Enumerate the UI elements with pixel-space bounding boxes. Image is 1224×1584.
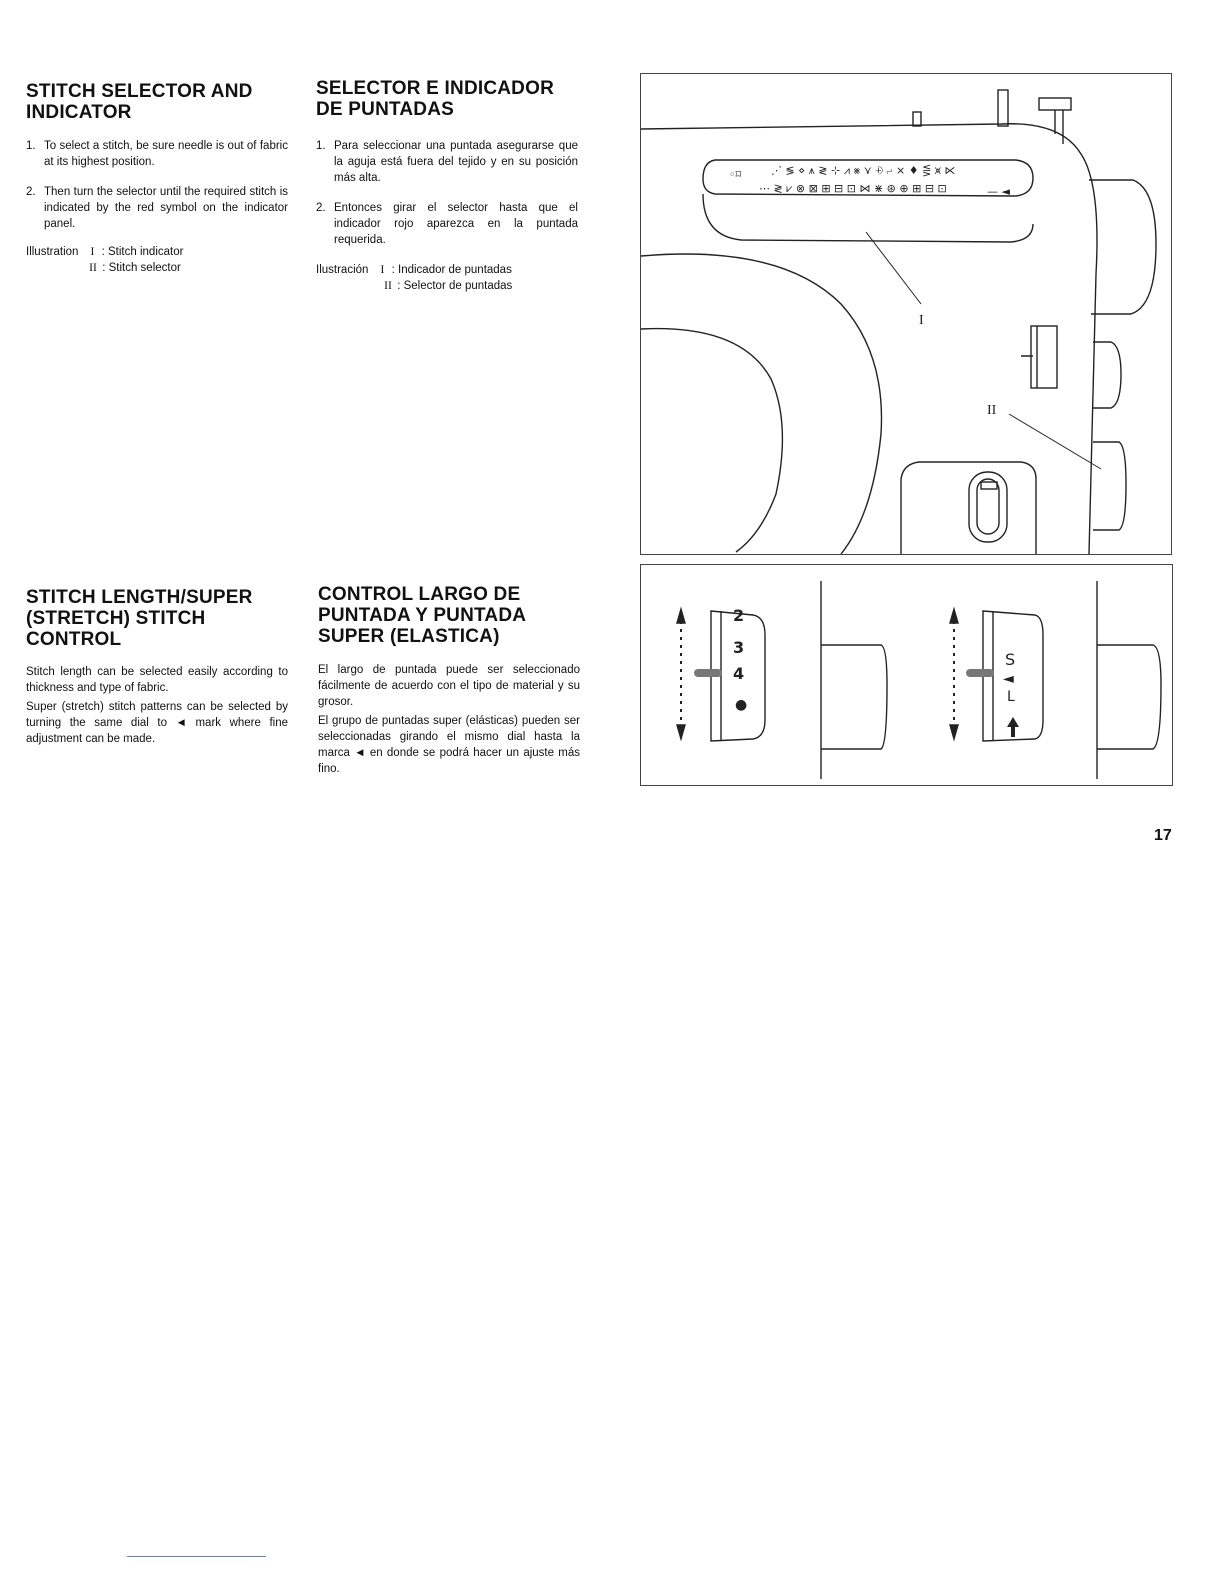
- step-number: 2.: [26, 186, 36, 198]
- down-arrow-icon: [950, 725, 958, 739]
- title-line: CONTROL LARGO DE: [318, 584, 521, 605]
- up-arrow-icon: [677, 609, 685, 623]
- step-item: [26, 138, 288, 170]
- hand-wheel-icon: [1089, 180, 1156, 314]
- title-line: STITCH SELECTOR AND: [26, 81, 253, 102]
- en-section2-title: [26, 587, 288, 650]
- es-section2-paragraph: El grupo de puntadas super (elásticas) pueden ser seleccionadas girando el mismo dial hasta la marca ◄ en donde se podrá hacer un ajuste más fino.: [318, 715, 580, 775]
- title-line: SUPER (ELASTICA): [318, 626, 500, 647]
- step-item: [316, 200, 578, 248]
- step-text: Entonces girar el selector hasta que el indicador rojo aparezca en la puntada requerida.: [334, 202, 578, 246]
- step-number: 1.: [26, 140, 36, 152]
- en-section2-paragraph: Stitch length can be selected easily according to thickness and type of fabric.: [26, 666, 288, 694]
- legend-text: Indicador de puntadas: [398, 264, 512, 276]
- en-section1-steps: [26, 138, 288, 232]
- legend-text: Stitch indicator: [108, 246, 184, 258]
- legend-key: I: [90, 246, 95, 258]
- legend-label: Illustration: [26, 246, 79, 258]
- hand-wheel-icon: [1097, 645, 1161, 749]
- en-illustration-legend: Illustration I : Stitch indicator II : Stitch selector: [26, 246, 184, 274]
- title-line: DE PUNTADAS: [316, 99, 455, 120]
- dial-mark: ◄: [1003, 671, 1014, 687]
- dial-pointer-icon: [694, 669, 722, 677]
- page-number: 17: [1154, 827, 1172, 844]
- dial-mark: S: [1005, 650, 1016, 669]
- dial-mark: 2: [733, 606, 745, 625]
- stitch-length-dial-icon: [1093, 342, 1121, 408]
- legend-text: Selector de puntadas: [403, 280, 513, 292]
- en-section2-paragraph: Super (stretch) stitch patterns can be selected by turning the same dial to ◄ mark where fine adjustment can be made.: [26, 701, 288, 745]
- title-line: SELECTOR E INDICADOR: [316, 78, 555, 99]
- step-text: To select a stitch, be sure needle is out of fabric at its highest position.: [44, 140, 288, 168]
- dial-mark: 3: [733, 638, 745, 657]
- stitch-symbol-icon: ◦⌑: [729, 168, 742, 181]
- handle-icon: [1039, 98, 1071, 110]
- title-line: STITCH LENGTH/SUPER: [26, 587, 253, 608]
- machine-illustration: [640, 73, 1172, 555]
- title-line: CONTROL: [26, 629, 122, 650]
- top-spool-pin-icon: [913, 112, 921, 126]
- step-text: Para seleccionar una puntada asegurarse que la aguja está fuera del tejido y en su posición más alta.: [334, 140, 578, 184]
- dial-mark: 4: [733, 664, 745, 683]
- step-number: 2.: [316, 202, 326, 214]
- dial-pointer-icon: [966, 669, 994, 677]
- title-line: PUNTADA Y PUNTADA: [318, 605, 527, 626]
- reverse-button-icon: [1031, 326, 1057, 388]
- callout-leader-2: [1009, 414, 1101, 469]
- dial-drawing: [641, 565, 1172, 785]
- legend-label: Ilustración: [316, 264, 369, 276]
- es-illustration-legend: Ilustración I : Indicador de puntadas II : Selector de puntadas: [316, 264, 513, 292]
- free-arm-outline: [641, 254, 882, 554]
- es-stitch-length-section: [318, 584, 580, 777]
- legend-text: Stitch selector: [108, 262, 181, 274]
- title-line: INDICATOR: [26, 102, 132, 123]
- es-section2-title: [318, 584, 580, 647]
- up-arrow-icon: [1007, 717, 1019, 737]
- stitch-symbols: [729, 164, 1010, 198]
- callout-label-1: I: [919, 313, 924, 328]
- es-section2-paragraph: El largo de puntada puede ser seleccionado fácilmente de acuerdo con el tipo de material y su grosor.: [318, 664, 580, 708]
- step-number: 1.: [316, 140, 326, 152]
- up-arrow-icon: [950, 609, 958, 623]
- stitch-selector-dial-icon: [1093, 442, 1126, 530]
- machine-drawing: [641, 74, 1171, 554]
- legend-key: II: [89, 262, 97, 274]
- es-stitch-selector-section: [316, 78, 578, 294]
- step-text: Then turn the selector until the required stitch is indicated by the red symbol on the indicator panel.: [44, 186, 288, 230]
- es-section1-title: [316, 78, 578, 120]
- en-section1-title: [26, 81, 288, 123]
- title-line: (STRETCH) STITCH: [26, 608, 206, 629]
- step-item: [316, 138, 578, 186]
- down-arrow-icon: [677, 725, 685, 739]
- callout-leader-1: [866, 232, 921, 304]
- legend-key: II: [384, 280, 392, 292]
- callout-label-2: II: [987, 403, 997, 418]
- stitch-length-dial-illustration: [640, 564, 1173, 786]
- footer-rule: [127, 1556, 266, 1557]
- stitch-symbol-icon: ⋯ ≷ ⩗ ⊗ ⊠ ⊞ ⊟ ⊡ ⋈ ⋇ ⊛ ⊕ ⊞ ⊟ ⊡: [759, 182, 947, 195]
- legend-key: I: [380, 264, 385, 276]
- es-section1-steps: [316, 138, 578, 248]
- en-stitch-length-section: [26, 587, 288, 747]
- en-stitch-selector-section: [26, 81, 288, 276]
- dial-mark: ●: [735, 697, 748, 713]
- dial-mark: L: [1007, 689, 1015, 705]
- hand-wheel-icon: [821, 645, 887, 749]
- step-item: [26, 184, 288, 232]
- stitch-symbol-icon: — ◄: [987, 185, 1010, 198]
- bobbin-winder-icon: [998, 90, 1008, 126]
- stitch-symbol-icon: ⋰ ≶ ⋄ ⩚ ≷ ⊹ ⩘ ⨳ ⋎ ⨮ ⨬ ⨯ ♦ ⋚ ⩙ ⋉: [771, 164, 956, 177]
